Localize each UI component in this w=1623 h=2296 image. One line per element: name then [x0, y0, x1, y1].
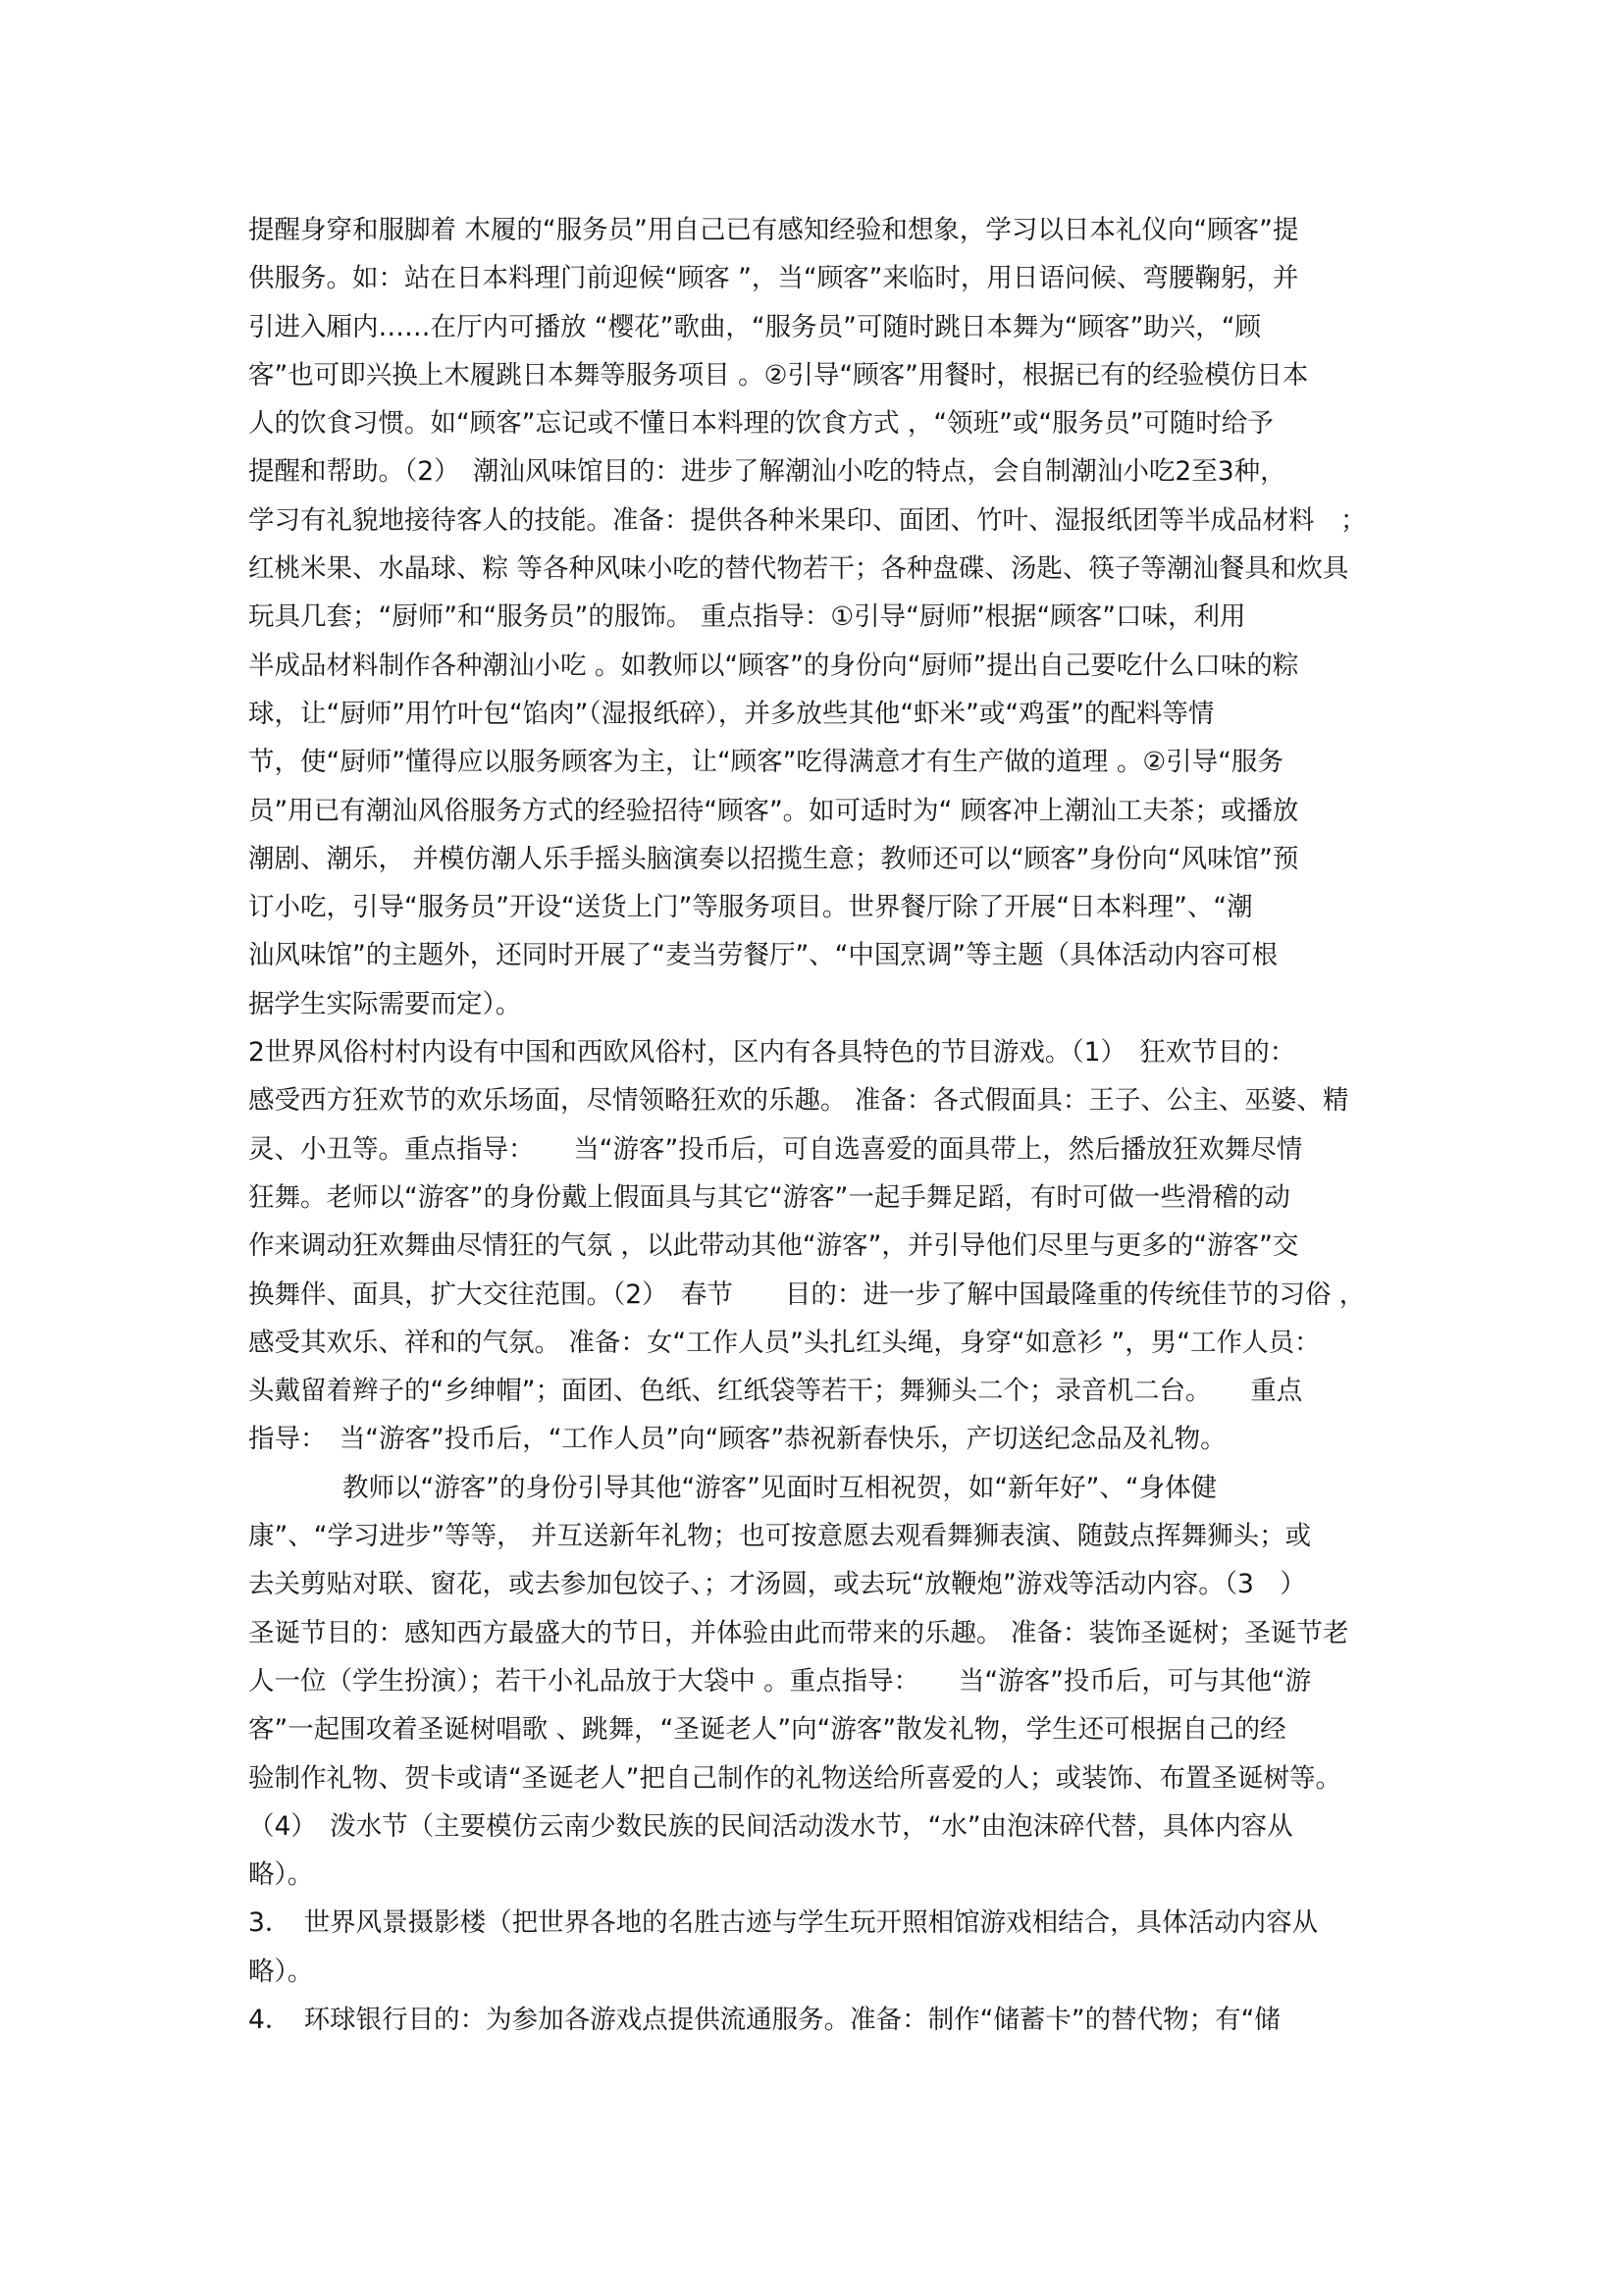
text-line: 员”用已有潮汕风俗服务方式的经验招待“顾客”。如可适时为“ 顾客冲上潮汕工夫茶；或播放: [248, 795, 1299, 826]
text-line: 教师以“游客”的身份引导其他“游客”见面时互相祝贺，如“新年好”、“身体健: [342, 1472, 1218, 1503]
text-line: 验制作礼物、贺卡或请“圣诞老人”把自己制作的礼物送给所喜爱的人；或装饰、布置圣诞树等。: [248, 1762, 1341, 1794]
text-line: 客”一起围攻着圣诞树唱歌 、跳舞，“圣诞老人”向“游客”散发礼物，学生还可根据自己的经: [248, 1714, 1286, 1746]
text-line: 去关剪贴对联、窗花，或去参加包饺子、；才汤圆，或去玩“放鞭炮”游戏等活动内容。（3 ）: [248, 1569, 1306, 1600]
text-line: 3． 世界风景摄影楼（把世界各地的名胜古迹与学生玩开照相馆游戏相结合，具体活动内容从: [248, 1907, 1319, 1939]
text-line: 略）。: [248, 1956, 314, 1987]
text-line: 半成品材料制作各种潮汕小吃 。如教师以“顾客”的身份向“厨师”提出自己要吃什么口味的粽: [248, 650, 1299, 681]
text-line: 感受其欢乐、祥和的气氛。 准备：女“工作人员”头扎红头绳，身穿“如意衫 ”，男“工作人员：: [248, 1327, 1321, 1358]
text-line: 作来调动狂欢舞曲尽情狂的气氛 ，以此带动其他“游客”，并引导他们尽里与更多的“游客”交: [248, 1230, 1299, 1262]
text-line: 节，使“厨师”懂得应以服务顾客为主，让“顾客”吃得满意才有生产做的道理 。②引导“服务: [248, 747, 1283, 778]
text-line: 康”、“学习进步”等等， 并互送新年礼物；也可按意愿去观看舞狮表演、随鼓点挥舞狮头；或: [248, 1521, 1312, 1552]
document-page: [248, 206, 1388, 2044]
text-line: 4． 环球银行目的：为参加各游戏点提供流通服务。准备：制作“储蓄卡”的替代物；有“储: [248, 2004, 1281, 2035]
text-line: 提醒身穿和服脚着 木履的“服务员”用自己已有感知经验和想象，学习以日本礼仪向“顾客”提: [248, 215, 1299, 245]
text-line: 供服务。如：站在日本料理门前迎候“顾客 ”，当“顾客”来临时，用日语问候、弯腰鞠躬，并: [248, 263, 1299, 294]
text-line: 潮剧、潮乐， 并模仿潮人乐手摇头脑演奏以招揽生意；教师还可以“顾客”身份向“风味馆”预: [248, 843, 1299, 874]
text-line: 据学生实际需要而定）。: [248, 988, 522, 1019]
text-line: 指导： 当“游客”投币后，“工作人员”向“顾客”恭祝新春快乐，产切送纪念品及礼物。: [248, 1424, 1227, 1455]
text-line: 球，让“厨师”用竹叶包“馅肉”（湿报纸碎），并多放些其他“虾米”或“鸡蛋”的配料等情: [248, 698, 1215, 729]
text-line: 客”也可即兴换上木履跳日本舞等服务项目 。②引导“顾客”用餐时，根据已有的经验模仿日本: [248, 359, 1309, 391]
text-line: （4） 泼水节（主要模仿云南少数民族的民间活动泼水节，“水”由泡沫碎代替，具体内容从: [248, 1810, 1293, 1842]
text-line: 头戴留着辫子的“乡绅帽”；面团、色纸、红纸袋等若干；舞狮头二个；录音机二台。 重点: [248, 1376, 1303, 1407]
text-line: 提醒和帮助。（2） 潮汕风味馆目的：进步了解潮汕小吃的特点，会自制潮汕小吃2至3种，: [248, 456, 1286, 488]
text-line: 红桃米果、水晶球、粽 等各种风味小吃的替代物若干；各种盘碟、汤匙、筷子等潮汕餐具和炊具: [248, 553, 1349, 585]
text-line: 人一位（学生扮演）；若干小礼品放于大袋中 。重点指导： 当“游客”投币后，可与其他“游: [248, 1665, 1312, 1696]
text-line: 灵、小丑等。重点指导： 当“游客”投币后，可自选喜爱的面具带上，然后播放狂欢舞尽情: [248, 1133, 1303, 1165]
text-line: 略）。: [248, 1859, 314, 1891]
text-line: 人的饮食习惯。如“顾客”忘记或不懂日本料理的饮食方式 ，“领班”或“服务员”可随时给予: [248, 408, 1274, 440]
text-line: 圣诞节目的：感知西方最盛大的节日，并体验由此而带来的乐趣。 准备：装饰圣诞树；圣诞节老: [248, 1617, 1349, 1648]
text-line: 汕风味馆”的主题外，还同时开展了“麦当劳餐厅”、“中国烹调”等主题（具体活动内容可根: [248, 940, 1279, 971]
text-line: 换舞伴、面具，扩大交往范围。（2） 春节 目的：进一步了解中国最隆重的传统佳节的习俗 ，: [248, 1278, 1366, 1310]
text-line: 狂舞。老师以“游客”的身份戴上假面具与其它“游客”一起手舞足蹈，有时可做一些滑稽的动: [248, 1181, 1290, 1213]
text-line: 感受西方狂欢节的欢乐场面，尽情领略狂欢的乐趣。 准备：各式假面具：王子、公主、巫婆、精: [248, 1085, 1349, 1117]
text-line: 订小吃，引导“服务员”开设“送货上门”等服务项目。世界餐厅除了开展“日本料理”、“潮: [248, 892, 1253, 923]
text-line: 学习有礼貌地接待客人的技能。准备：提供各种米果印、面团、竹叶、湿报纸团等半成品材料 ；: [248, 504, 1367, 536]
text-line: 2世界风俗村村内设有中国和西欧风俗村，区内有各具特色的节目游戏。（1） 狂欢节目的：: [248, 1037, 1296, 1069]
text-line: 玩具几套；“厨师”和“服务员”的服饰。 重点指导：①引导“厨师”根据“顾客”口味，利用: [248, 601, 1246, 633]
text-line: 引进入厢内……在厅内可播放 “樱花”歌曲，“服务员”可随时跳日本舞为“顾客”助兴，“顾: [248, 311, 1262, 342]
